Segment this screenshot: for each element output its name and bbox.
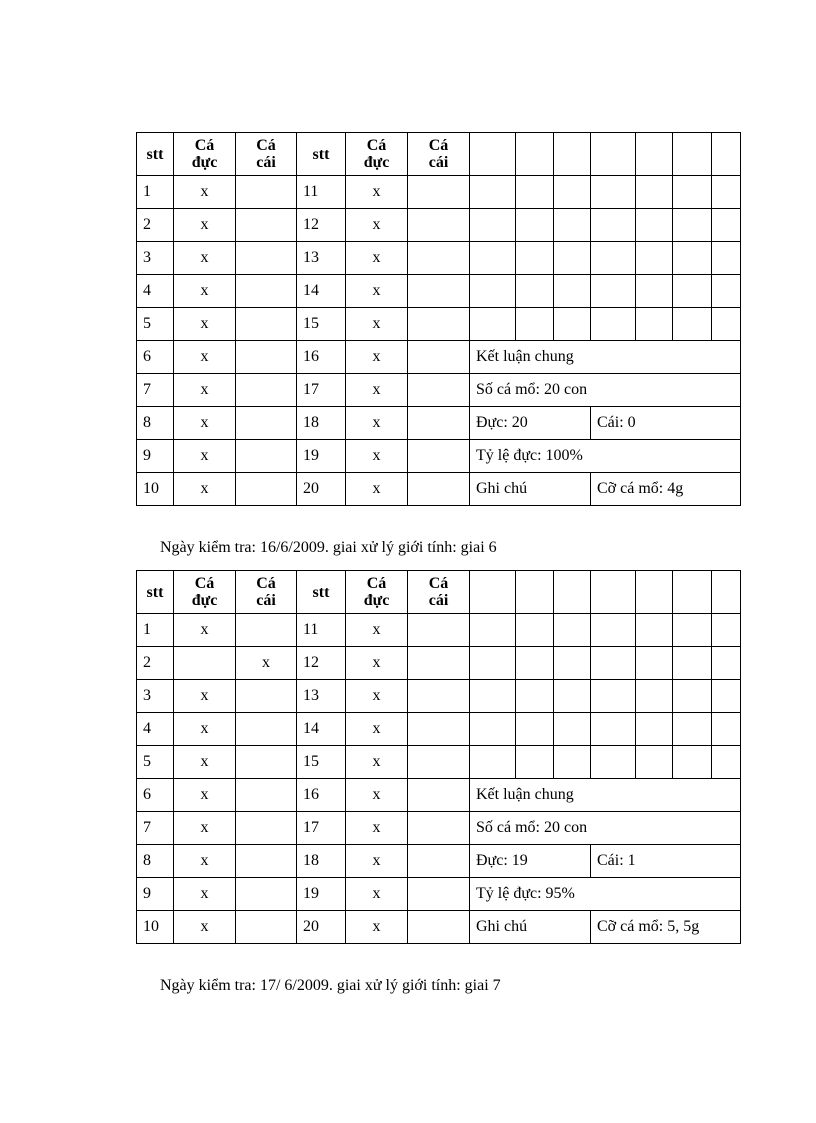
male-cell: x [174,680,236,713]
stt-cell: 20 [297,911,346,944]
stt-cell: 17 [297,812,346,845]
female-cell [236,407,297,440]
stt-cell: 17 [297,374,346,407]
stt-cell: 2 [137,647,174,680]
stt-cell: 16 [297,779,346,812]
female-cell [236,746,297,779]
summary-note: Ghi chú [470,911,591,944]
male-cell: x [346,209,408,242]
male-cell: x [174,713,236,746]
male-cell: x [174,473,236,506]
summary-male: Đực: 19 [470,845,591,878]
female-cell [236,911,297,944]
stt-cell: 14 [297,275,346,308]
summary-total: Số cá mổ: 20 con [470,812,741,845]
summary-note: Ghi chú [470,473,591,506]
table-row [137,713,741,746]
male-cell: x [346,374,408,407]
table-row [137,647,741,680]
stt-cell: 10 [137,473,174,506]
male-cell: x [346,746,408,779]
table-row [137,473,741,506]
header-ca-duc: Cá đực [346,571,408,614]
male-cell: x [174,440,236,473]
female-cell [236,374,297,407]
female-cell [236,473,297,506]
stt-cell: 18 [297,407,346,440]
female-cell [236,878,297,911]
female-cell [236,341,297,374]
stt-cell: 2 [137,209,174,242]
female-cell [408,911,470,944]
female-cell [236,779,297,812]
female-cell [408,812,470,845]
male-cell: x [174,614,236,647]
male-cell: x [174,746,236,779]
male-cell: x [346,713,408,746]
female-cell [236,308,297,341]
table-row [137,779,741,812]
male-cell: x [174,407,236,440]
male-cell [174,647,236,680]
stt-cell: 20 [297,473,346,506]
female-cell [236,845,297,878]
summary-female: Cái: 1 [591,845,741,878]
stt-cell: 16 [297,341,346,374]
female-cell [236,440,297,473]
table-row [137,209,741,242]
male-cell: x [174,878,236,911]
female-cell [408,341,470,374]
female-cell [408,845,470,878]
table-row [137,911,741,944]
stt-cell: 19 [297,440,346,473]
stt-cell: 4 [137,713,174,746]
female-cell [236,713,297,746]
stt-cell: 18 [297,845,346,878]
stt-cell: 11 [297,176,346,209]
female-cell [236,614,297,647]
female-cell: x [236,647,297,680]
stt-cell: 8 [137,407,174,440]
stt-cell: 9 [137,878,174,911]
summary-total: Số cá mổ: 20 con [470,374,741,407]
female-cell [408,374,470,407]
stt-cell: 9 [137,440,174,473]
female-cell [408,614,470,647]
female-cell [236,812,297,845]
table-row [137,440,741,473]
stt-cell: 5 [137,308,174,341]
female-cell [236,242,297,275]
female-cell [408,209,470,242]
table-row [137,341,741,374]
stt-cell: 12 [297,647,346,680]
male-cell: x [346,812,408,845]
table-row [137,374,741,407]
female-cell [236,680,297,713]
stt-cell: 1 [137,176,174,209]
table-caption-2: Ngày kiểm tra: 17/ 6/2009. giai xử lý giới tính: giai 7 [160,977,501,994]
female-cell [408,473,470,506]
stt-cell: 15 [297,308,346,341]
summary-size: Cỡ cá mổ: 4g [591,473,741,506]
male-cell: x [174,845,236,878]
header-ca-duc: Cá đực [346,133,408,176]
male-cell: x [174,779,236,812]
table-row [137,746,741,779]
female-cell [408,746,470,779]
stt-cell: 13 [297,680,346,713]
male-cell: x [346,440,408,473]
male-cell: x [346,614,408,647]
stt-cell: 10 [137,911,174,944]
male-cell: x [346,176,408,209]
female-cell [408,878,470,911]
table-row [137,812,741,845]
table-row [137,176,741,209]
female-cell [408,779,470,812]
header-stt: stt [137,133,174,176]
male-cell: x [346,647,408,680]
female-cell [408,680,470,713]
male-cell: x [346,308,408,341]
female-cell [408,407,470,440]
table-row [137,614,741,647]
sex-check-table-1 [136,132,741,506]
male-cell: x [346,911,408,944]
male-cell: x [346,341,408,374]
female-cell [408,308,470,341]
female-cell [408,440,470,473]
male-cell: x [174,341,236,374]
male-cell: x [346,680,408,713]
stt-cell: 5 [137,746,174,779]
female-cell [408,713,470,746]
table-row [137,242,741,275]
header-stt: stt [297,571,346,614]
stt-cell: 7 [137,812,174,845]
male-cell: x [174,209,236,242]
summary-title: Kết luận chung [470,341,741,374]
female-cell [408,275,470,308]
table-row [137,275,741,308]
male-cell: x [346,407,408,440]
male-cell: x [174,308,236,341]
header-stt: stt [137,571,174,614]
male-cell: x [174,242,236,275]
male-cell: x [174,176,236,209]
stt-cell: 19 [297,878,346,911]
header-ca-cai: Cá cái [236,133,297,176]
header-ca-cai: Cá cái [236,571,297,614]
header-ca-duc: Cá đực [174,571,236,614]
summary-female: Cái: 0 [591,407,741,440]
stt-cell: 12 [297,209,346,242]
male-cell: x [346,878,408,911]
table-row [137,845,741,878]
stt-cell: 8 [137,845,174,878]
summary-size: Cỡ cá mổ: 5, 5g [591,911,741,944]
female-cell [236,176,297,209]
summary-ratio: Tỷ lệ đực: 95% [470,878,741,911]
table-row [137,407,741,440]
summary-male: Đực: 20 [470,407,591,440]
male-cell: x [174,374,236,407]
stt-cell: 3 [137,680,174,713]
male-cell: x [346,242,408,275]
header-stt: stt [297,133,346,176]
header-row [137,571,741,614]
summary-ratio: Tỷ lệ đực: 100% [470,440,741,473]
male-cell: x [346,275,408,308]
male-cell: x [174,275,236,308]
sex-check-table-2 [136,570,741,944]
summary-title: Kết luận chung [470,779,741,812]
stt-cell: 6 [137,341,174,374]
female-cell [236,209,297,242]
stt-cell: 15 [297,746,346,779]
male-cell: x [174,911,236,944]
header-ca-cai: Cá cái [408,571,470,614]
stt-cell: 6 [137,779,174,812]
female-cell [236,275,297,308]
table-row [137,308,741,341]
male-cell: x [346,473,408,506]
table-caption-1: Ngày kiểm tra: 16/6/2009. giai xử lý giới tính: giai 6 [160,539,497,556]
female-cell [408,176,470,209]
stt-cell: 1 [137,614,174,647]
stt-cell: 4 [137,275,174,308]
stt-cell: 3 [137,242,174,275]
table-row [137,878,741,911]
header-ca-cai: Cá cái [408,133,470,176]
stt-cell: 14 [297,713,346,746]
male-cell: x [174,812,236,845]
female-cell [408,242,470,275]
stt-cell: 11 [297,614,346,647]
header-row [137,133,741,176]
stt-cell: 13 [297,242,346,275]
header-ca-duc: Cá đực [174,133,236,176]
female-cell [408,647,470,680]
male-cell: x [346,779,408,812]
stt-cell: 7 [137,374,174,407]
table-row [137,680,741,713]
male-cell: x [346,845,408,878]
